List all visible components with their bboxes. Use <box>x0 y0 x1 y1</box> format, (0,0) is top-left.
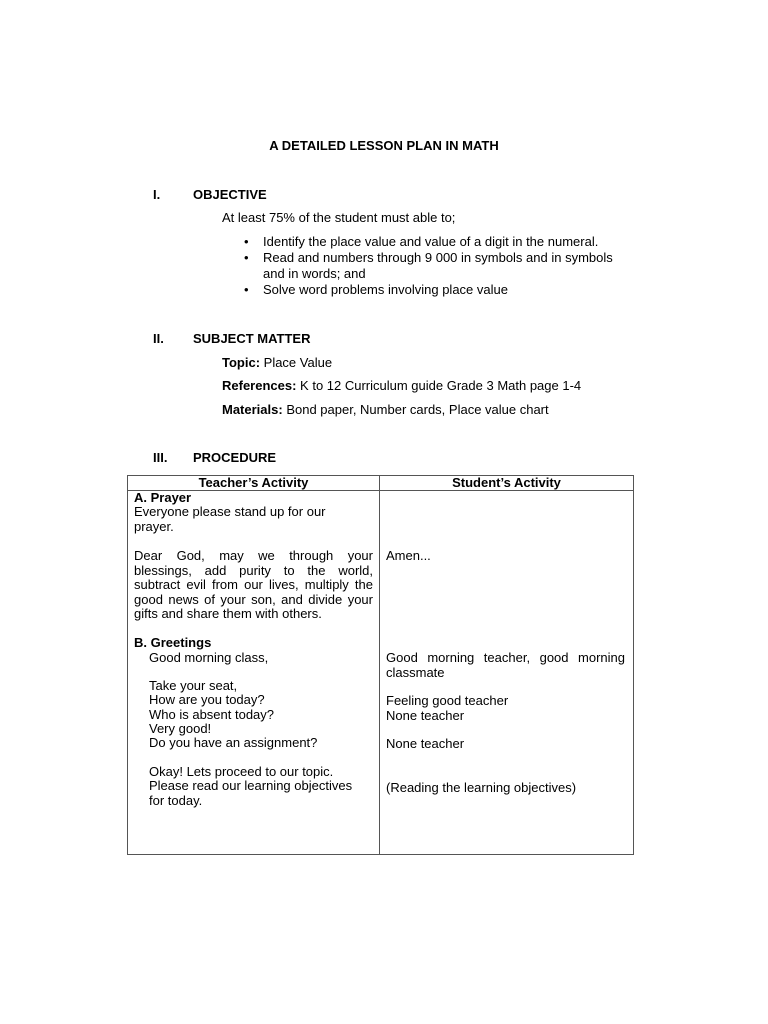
objective-bullet-list <box>244 234 634 298</box>
teacher-line: Very good! <box>149 721 212 736</box>
materials-label: Materials: <box>222 402 283 417</box>
teacher-activity-cell <box>128 491 380 855</box>
teacher-line: Okay! Lets proceed to our topic. <box>149 764 334 779</box>
teacher-line: Please read our learning objectives <box>149 778 353 793</box>
section-heading-objective: OBJECTIVE <box>193 187 267 202</box>
objective-bullet: • Identify the place value and value of a digit in the numeral. <box>244 234 634 250</box>
teacher-activity-header: Teacher’s Activity <box>128 476 380 491</box>
student-line: (Reading the learning objectives) <box>386 780 577 795</box>
section-number-procedure: III. <box>153 450 168 465</box>
prayer-instruction: Everyone please stand up for our prayer. <box>134 504 326 534</box>
materials-line <box>222 402 549 417</box>
teacher-line: Take your seat, <box>149 678 238 693</box>
prayer-text: Dear God, may we through your blessings, add purity to the world, subtract evil from our lives, multiply the good news of your son, and divide your gifts and share them with others. <box>134 548 373 621</box>
teacher-line: Who is absent today? <box>149 707 275 722</box>
student-line: None teacher <box>386 736 465 751</box>
student-activity-header: Student’s Activity <box>380 476 634 491</box>
student-activity-cell <box>380 491 634 855</box>
section-heading-subject-matter: SUBJECT MATTER <box>193 331 311 346</box>
student-line: Feeling good teacher <box>386 693 509 708</box>
section-number-subject-matter: II. <box>153 331 164 346</box>
student-line: None teacher <box>386 708 465 723</box>
teacher-line: Do you have an assignment? <box>149 735 318 750</box>
objective-bullet: • Solve word problems involving place value <box>244 282 634 298</box>
teacher-line: How are you today? <box>149 692 265 707</box>
topic-value: Place Value <box>260 355 333 370</box>
teacher-line: for today. <box>149 793 203 808</box>
prayer-heading: A. Prayer <box>134 490 192 505</box>
objective-bullet: • Read and numbers through 9 000 in symbols and in symbols and in words; and <box>244 250 634 282</box>
topic-label: Topic: <box>222 355 261 370</box>
page-title: A DETAILED LESSON PLAN IN MATH <box>269 138 499 153</box>
student-line: Good morning teacher, good morning classmate <box>386 650 625 680</box>
references-value: K to 12 Curriculum guide Grade 3 Math page 1-4 <box>296 378 582 393</box>
table-row <box>128 491 634 855</box>
greetings-heading: B. Greetings <box>134 635 212 650</box>
topic-line <box>222 355 332 370</box>
section-heading-procedure: PROCEDURE <box>193 450 277 465</box>
procedure-table <box>127 475 634 855</box>
references-line <box>222 378 581 393</box>
objective-intro: At least 75% of the student must able to; <box>222 210 456 225</box>
student-line: Amen... <box>386 548 431 563</box>
materials-value: Bond paper, Number cards, Place value chart <box>282 402 549 417</box>
table-header-row <box>128 476 634 491</box>
references-label: References: <box>222 378 297 393</box>
section-number-objective: I. <box>153 187 161 202</box>
teacher-line: Good morning class, <box>149 650 269 665</box>
